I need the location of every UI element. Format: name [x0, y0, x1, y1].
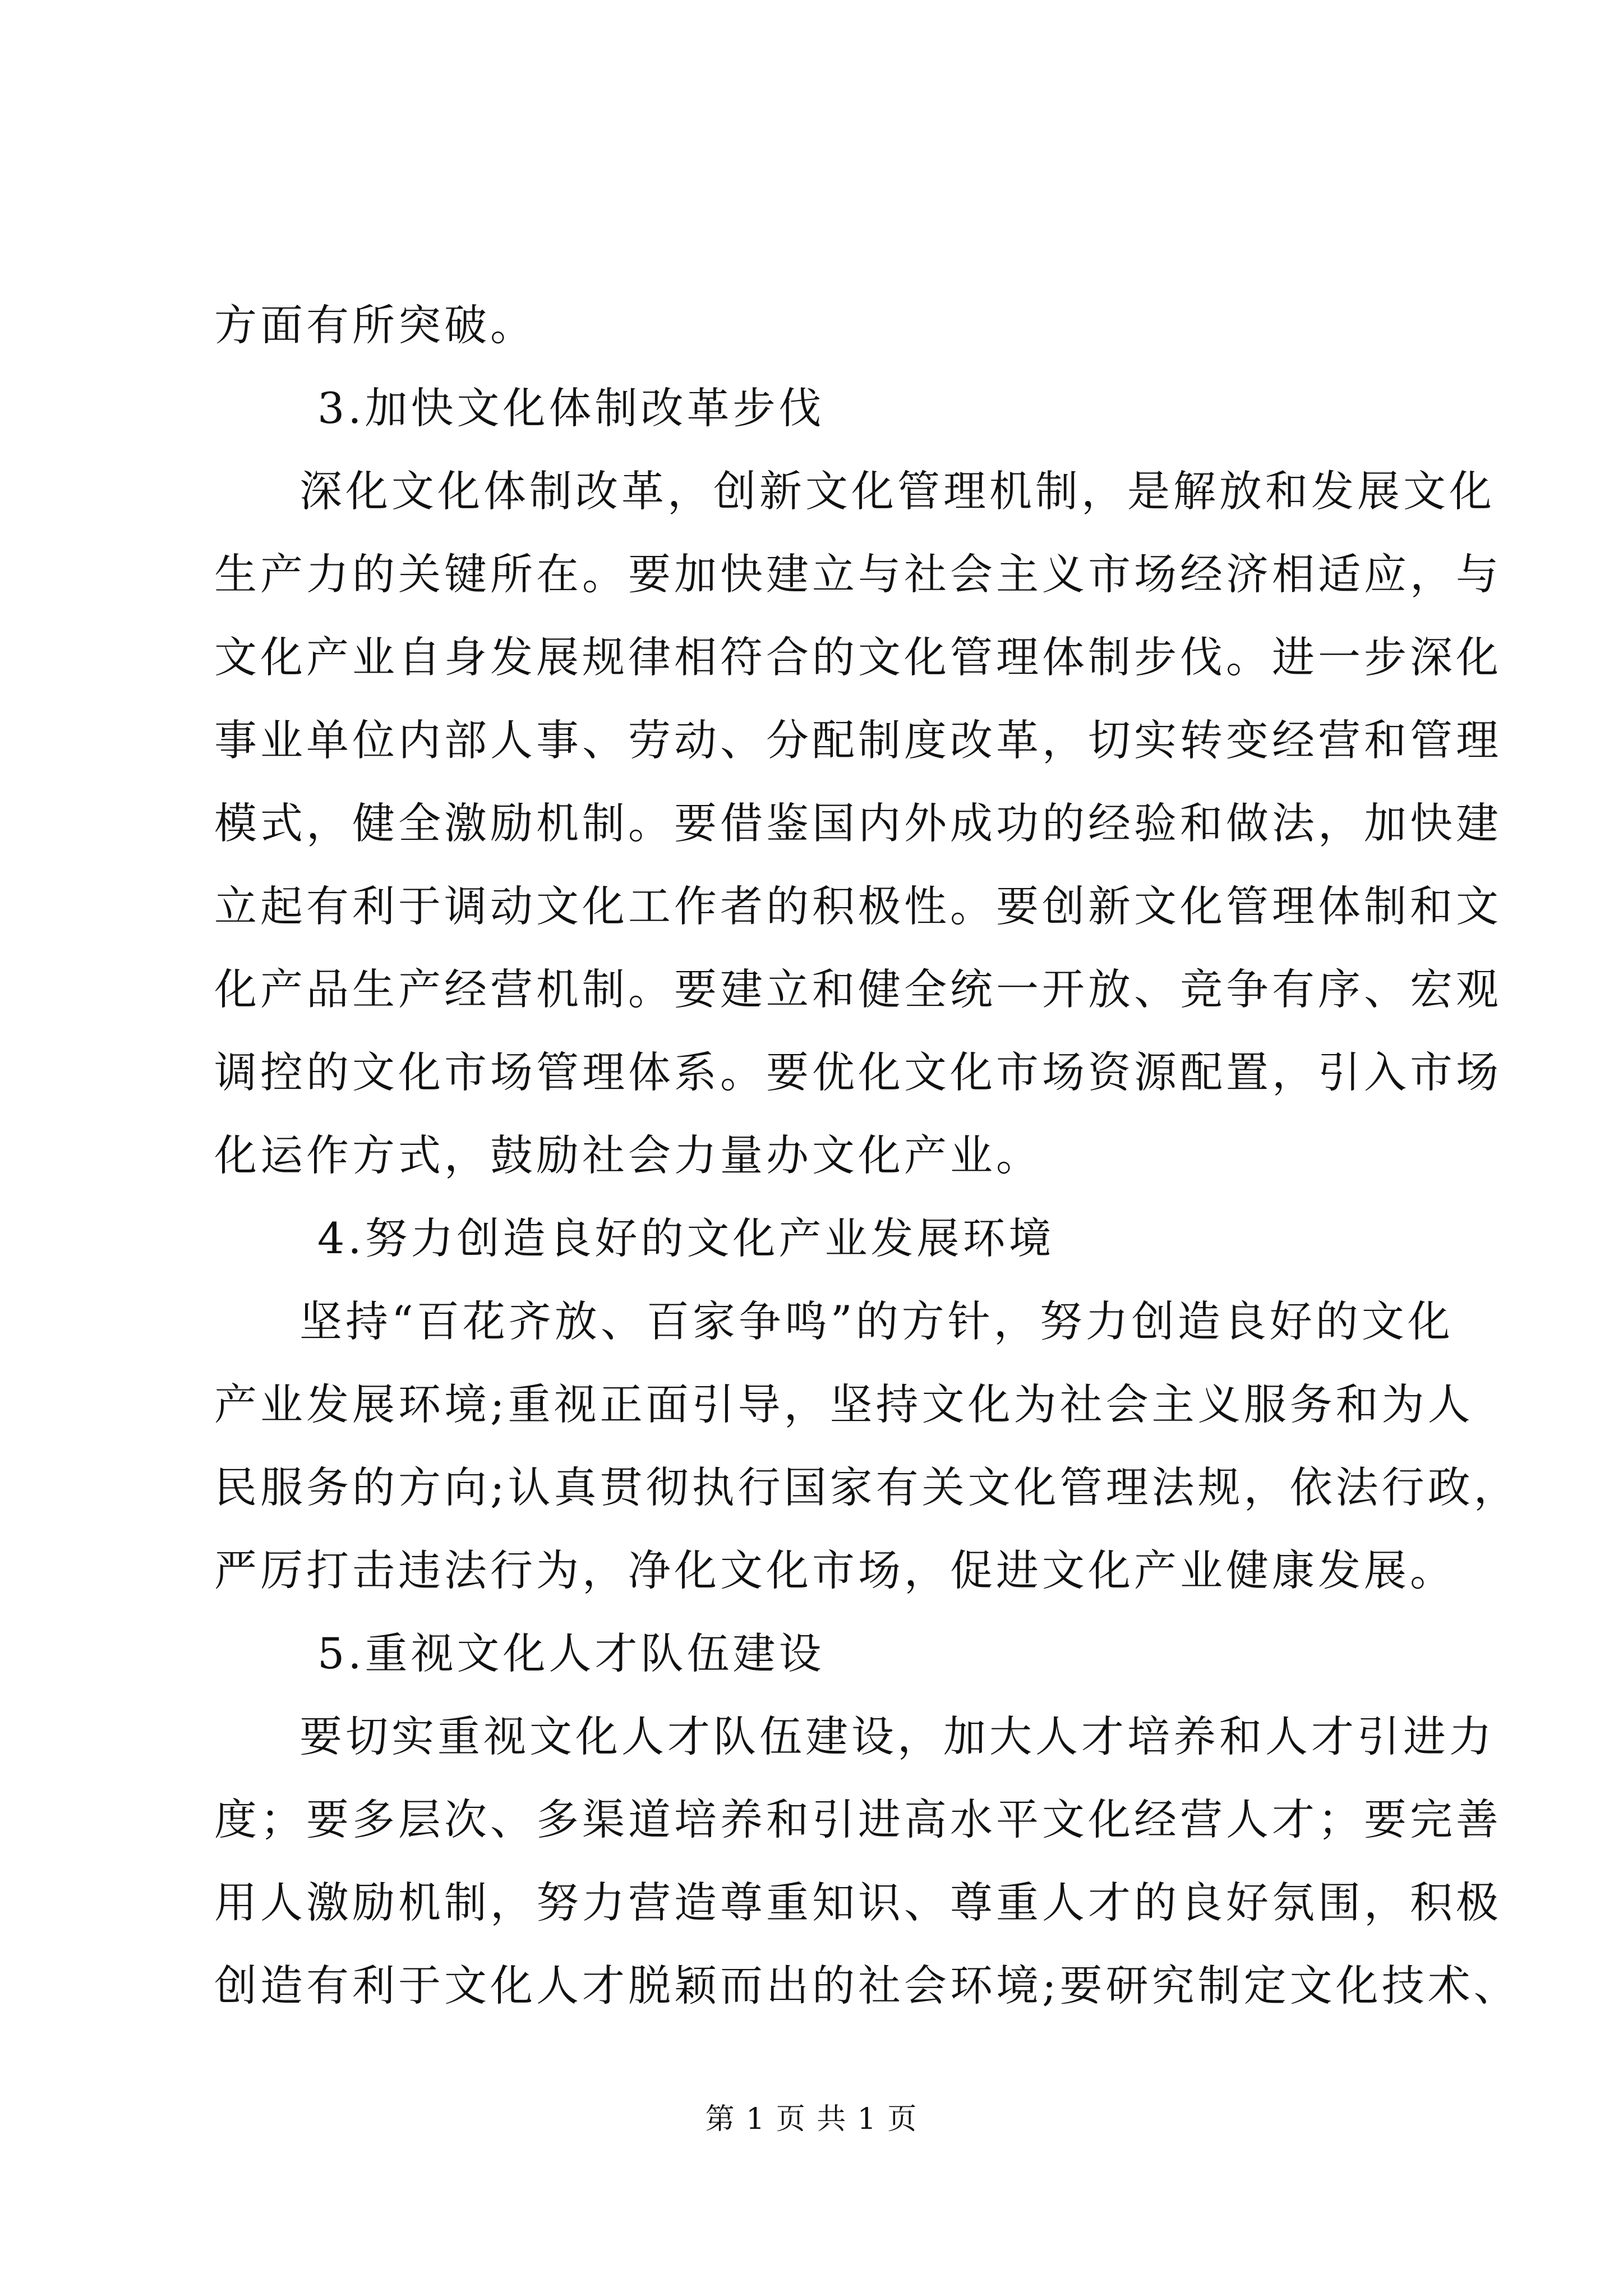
- section-heading-4: 4.努力创造良好的文化产业发展环境: [317, 1213, 1055, 1263]
- paragraph-line: 事业单位内部人事、劳动、分配制度改革，切实转变经营和管理: [214, 715, 1502, 765]
- section-heading-5: 5.重视文化人才队伍建设: [317, 1628, 825, 1678]
- paragraph-line: 文化产业自身发展规律相符合的文化管理体制步伐。进一步深化: [214, 632, 1502, 682]
- paragraph-line: 化运作方式，鼓励社会力量办文化产业。: [214, 1130, 1042, 1180]
- paragraph-line: 度；要多层次、多渠道培养和引进高水平文化经营人才；要完善: [214, 1795, 1502, 1844]
- document-body: [214, 284, 1520, 2027]
- paragraph-line: 调控的文化市场管理体系。要优化文化市场资源配置，引入市场: [214, 1047, 1502, 1097]
- paragraph-line: 化产品生产经营机制。要建立和健全统一开放、竞争有序、宏观: [214, 964, 1502, 1014]
- paragraph-line: 坚持“百花齐放、百家争鸣”的方针，努力创造良好的文化: [299, 1296, 1454, 1346]
- paragraph-line: 要切实重视文化人才队伍建设，加大人才培养和人才引进力: [299, 1711, 1495, 1761]
- page-number-footer: 第 1 页 共 1 页: [705, 2102, 918, 2136]
- paragraph-line-continuation: 方面有所突破。: [214, 300, 536, 350]
- paragraph-line: 生产力的关键所在。要加快建立与社会主义市场经济相适应，与: [214, 549, 1502, 599]
- paragraph-line: 立起有利于调动文化工作者的积极性。要创新文化管理体制和文: [214, 881, 1502, 931]
- paragraph-line: 用人激励机制，努力营造尊重知识、尊重人才的良好氛围，积极: [214, 1878, 1502, 1927]
- paragraph-line: 模式，健全激励机制。要借鉴国内外成功的经验和做法，加快建: [214, 798, 1502, 848]
- section-heading-3: 3.加快文化体制改革步伐: [317, 383, 825, 433]
- paragraph-line: 创造有利于文化人才脱颖而出的社会环境;要研究制定文化技术、: [214, 1961, 1520, 2010]
- paragraph-line: 严厉打击违法行为，净化文化市场，促进文化产业健康发展。: [214, 1545, 1456, 1595]
- paragraph-line: 深化文化体制改革，创新文化管理机制，是解放和发展文化: [299, 466, 1495, 516]
- paragraph-line: 民服务的方向;认真贯彻执行国家有关文化管理法规，依法行政，: [214, 1462, 1520, 1512]
- paragraph-line: 产业发展环境;重视正面引导，坚持文化为社会主义服务和为人: [214, 1379, 1474, 1429]
